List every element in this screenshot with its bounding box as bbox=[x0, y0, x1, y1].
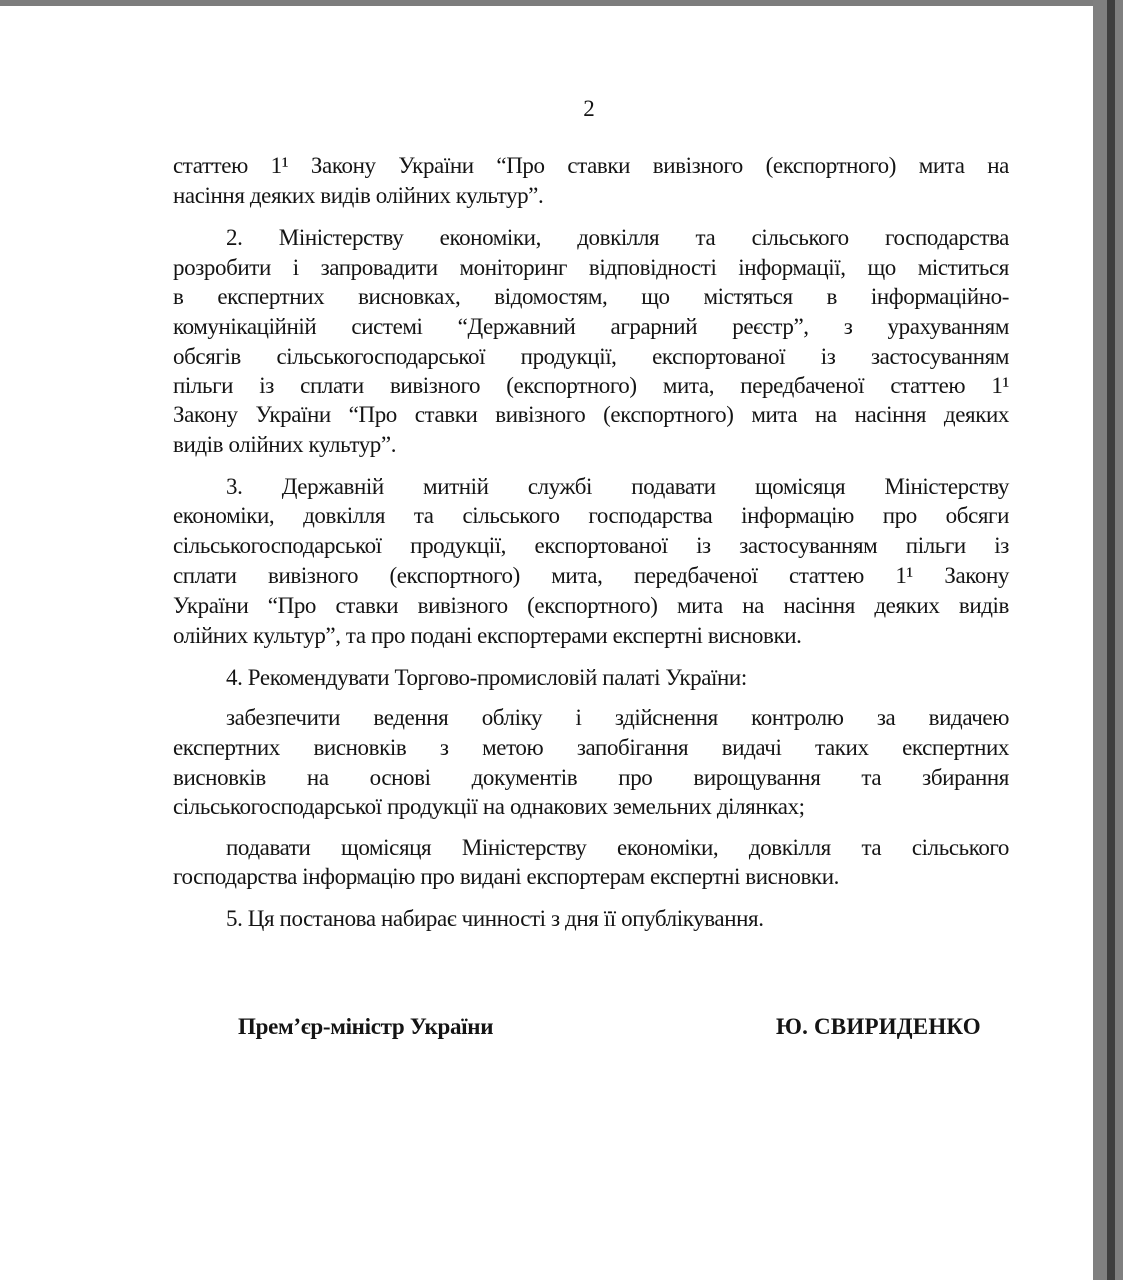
text-line: комунікаційній системі “Державний аграрний реєстр”, з урахуванням bbox=[173, 314, 1009, 339]
text-line: подавати щомісяця Міністерству економіки, довкілля та сільського bbox=[226, 835, 1009, 860]
text-line: України “Про ставки вивізного (експортного) мита на насіння деяких видів bbox=[173, 593, 1009, 618]
text-line: висновків на основі документів про вирощування та збирання bbox=[173, 765, 1009, 790]
text-line: олійних культур”, та про подані експортерами експертні висновки. bbox=[173, 623, 802, 648]
signatory-name: Ю. СВИРИДЕНКО bbox=[776, 1014, 981, 1039]
text-line: 3. Державній митній службі подавати щомісяця Міністерству bbox=[226, 474, 1009, 499]
text-line: 4. Рекомендувати Торгово-промисловій палаті України: bbox=[226, 665, 747, 690]
text-line: 2. Міністерству економіки, довкілля та сільського господарства bbox=[226, 225, 1009, 250]
text-line: забезпечити ведення обліку і здійснення контролю за видачею bbox=[226, 705, 1009, 730]
signatory-position: Прем’єр-міністр України bbox=[238, 1014, 494, 1039]
text-line: статтею 1¹ Закону України “Про ставки вивізного (експортного) мита на bbox=[173, 153, 1009, 178]
text-line: сільськогосподарської продукції, експортованої із застосуванням пільги із bbox=[173, 533, 1009, 558]
text-line: пільги із сплати вивізного (експортного) мита, передбаченої статтею 1¹ bbox=[173, 373, 1009, 398]
text-line: в експертних висновках, відомостям, що містяться в інформаційно- bbox=[173, 284, 1009, 309]
text-line: сільськогосподарської продукції на однакових земельних ділянках; bbox=[173, 794, 805, 819]
text-line: розробити і запровадити моніторинг відповідності інформації, що міститься bbox=[173, 255, 1009, 280]
viewer-frame-edge bbox=[1107, 0, 1115, 1280]
document-body bbox=[0, 6, 1093, 1280]
document-page bbox=[0, 6, 1093, 1280]
text-line: економіки, довкілля та сільського господарства інформацію про обсяги bbox=[173, 503, 1009, 528]
text-line: експертних висновків з метою запобігання видачі таких експертних bbox=[173, 735, 1009, 760]
text-line: сплати вивізного (експортного) мита, передбаченої статтею 1¹ Закону bbox=[173, 563, 1009, 588]
page-number: 2 bbox=[583, 96, 595, 121]
text-line: 5. Ця постанова набирає чинності з дня її опублікування. bbox=[226, 906, 764, 931]
text-line: господарства інформацію про видані експортерам експертні висновки. bbox=[173, 864, 839, 889]
text-line: насіння деяких видів олійних культур”. bbox=[173, 183, 544, 208]
text-line: видів олійних культур”. bbox=[173, 432, 397, 457]
text-line: Закону України “Про ставки вивізного (експортного) мита на насіння деяких bbox=[173, 402, 1009, 427]
text-line: обсягів сільськогосподарської продукції, експортованої із застосуванням bbox=[173, 344, 1009, 369]
